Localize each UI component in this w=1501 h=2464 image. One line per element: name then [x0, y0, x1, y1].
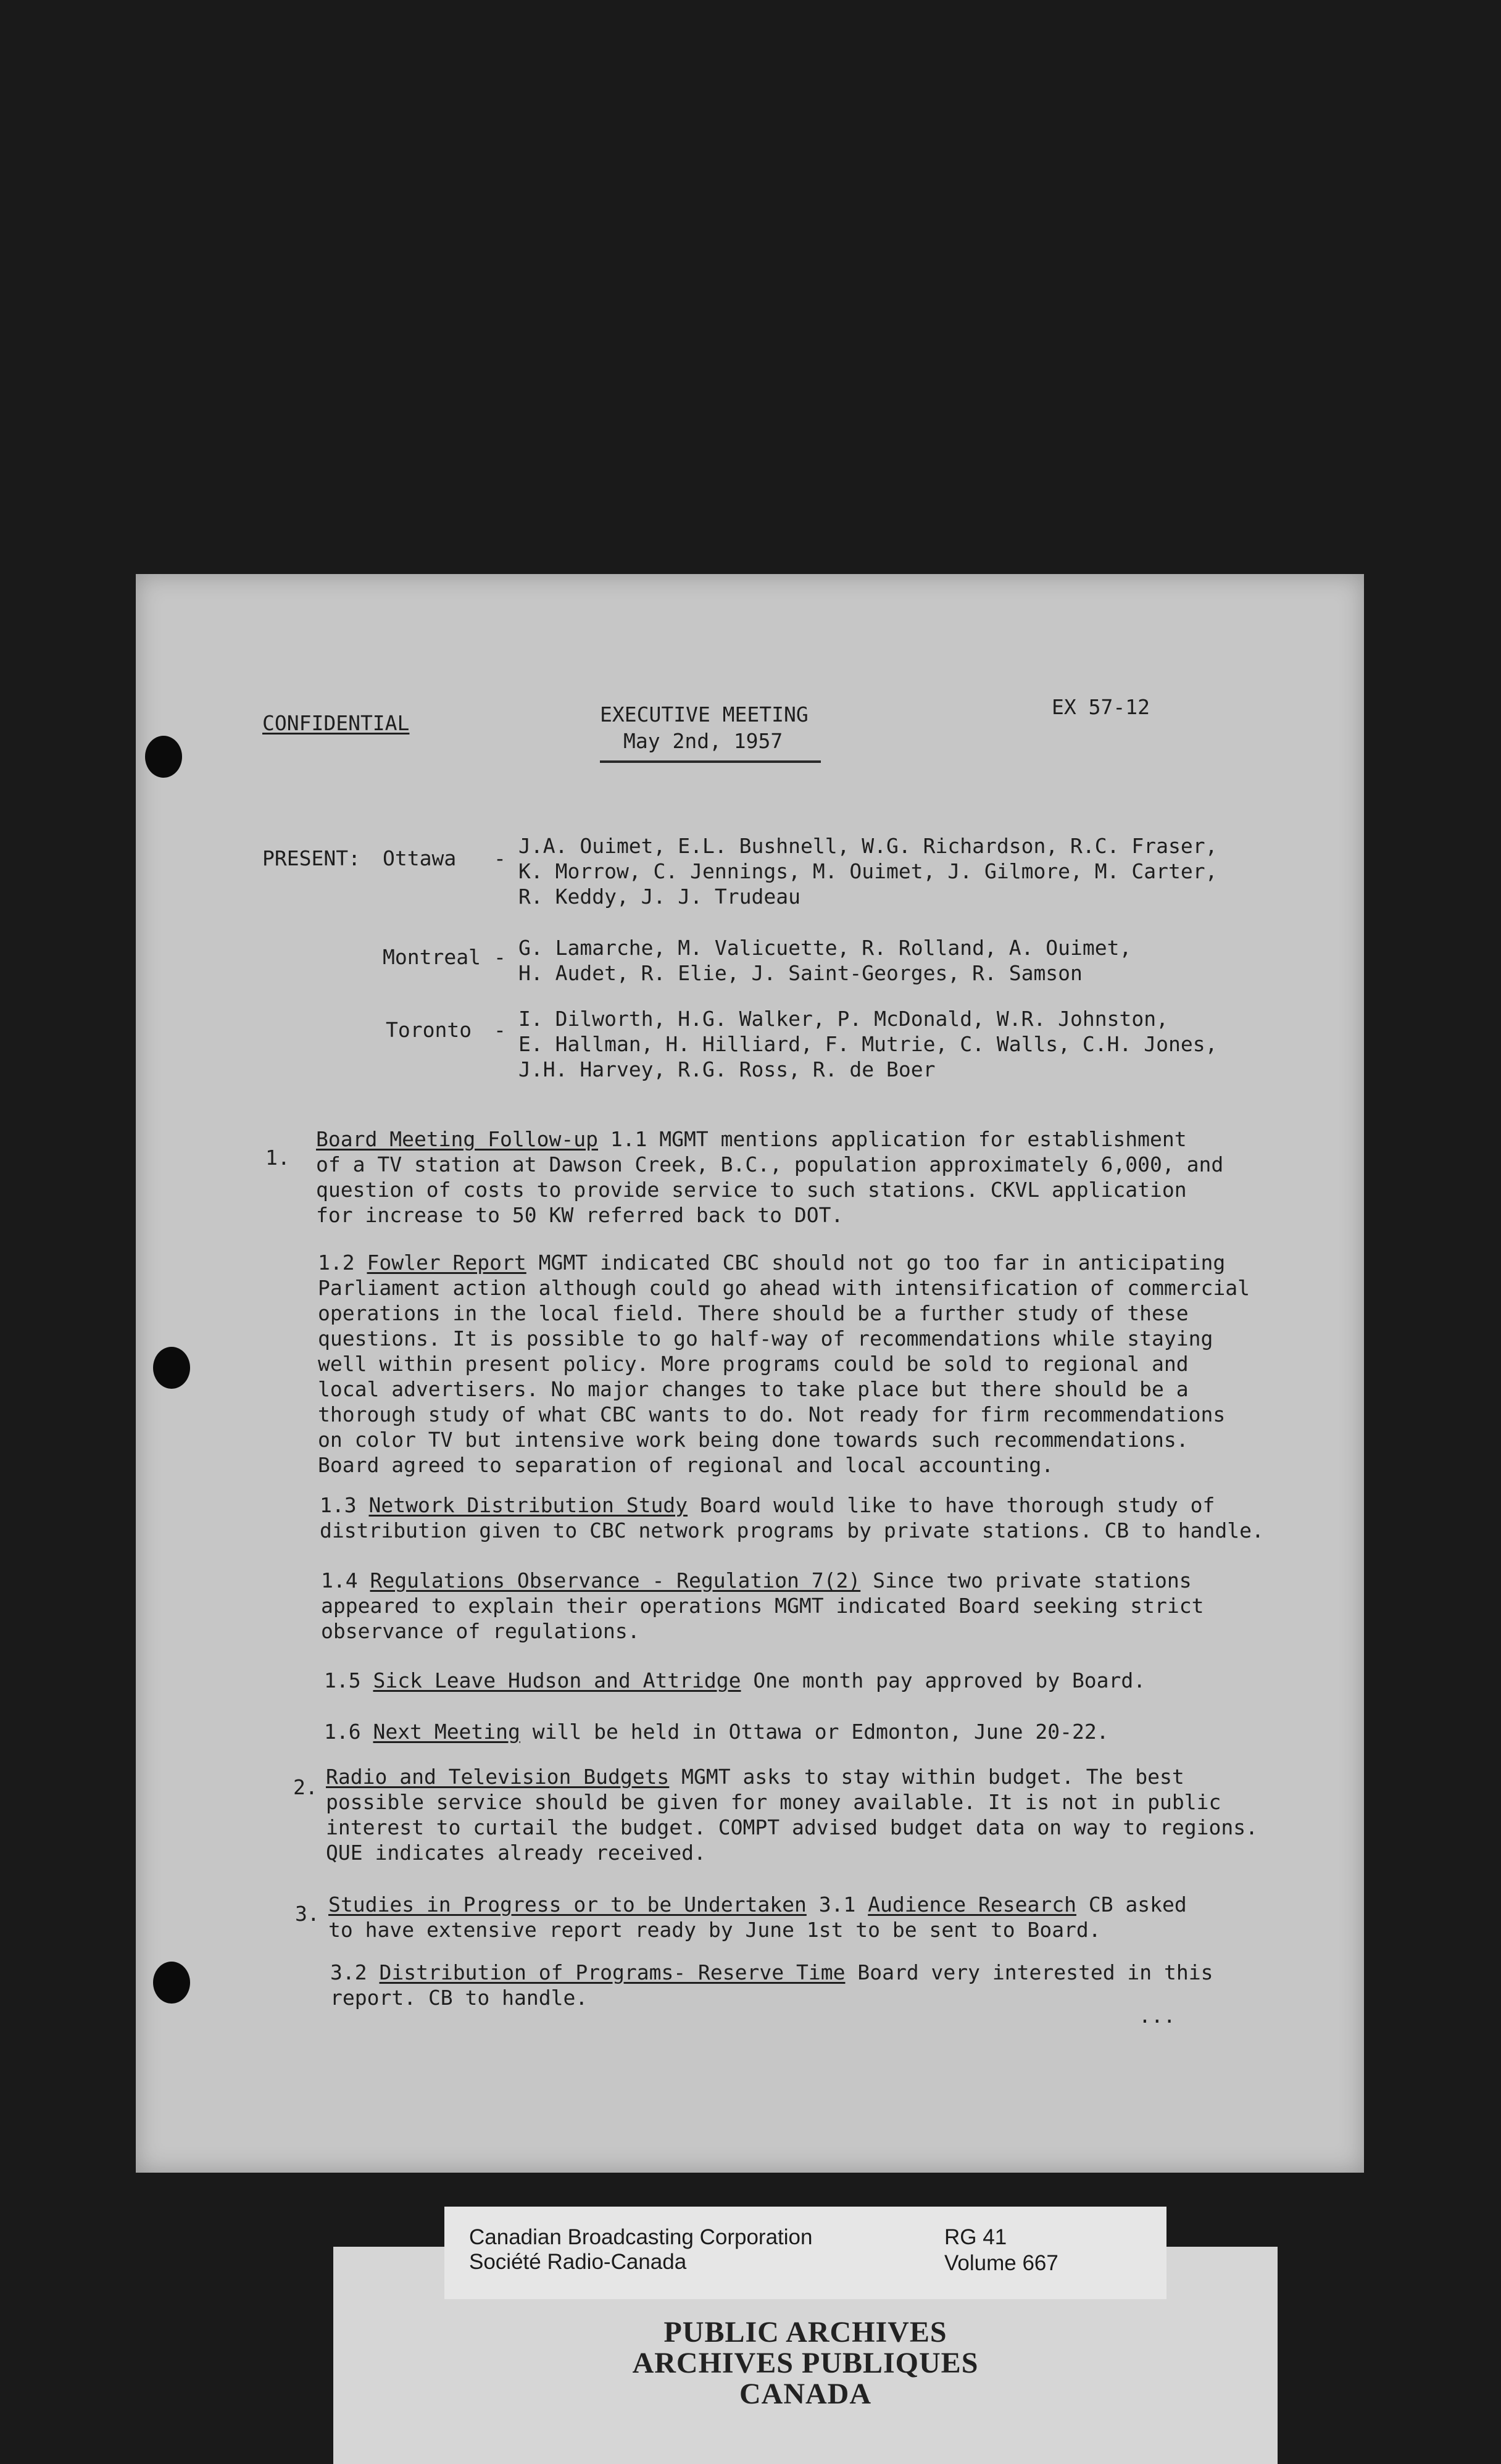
item-radio-television-budgets: Radio and Television Budgets MGMT asks to stay within budget. The best possible service should be given for money available. It is not in public interest to curtail the budget. COMPT advised budget data on way to regions. QUE indicates already received.	[326, 1765, 1258, 1865]
item-title: Board Meeting Follow-up	[316, 1127, 598, 1151]
archives-stamp-card	[333, 2296, 1278, 2464]
item-title: Radio and Television Budgets	[326, 1765, 670, 1789]
punch-hole	[145, 736, 182, 778]
item-number: 1.	[265, 1146, 290, 1170]
item-number: 3.	[295, 1902, 320, 1926]
meeting-title: EXECUTIVE MEETING	[600, 702, 809, 726]
item-subtitle: Audience Research	[868, 1892, 1076, 1917]
present-names-ottawa: J.A. Ouimet, E.L. Bushnell, W.G. Richardson, R.C. Fraser, K. Morrow, C. Jennings, M. Ouimet, J. Gilmore, M. Carter, R. Keddy, J. J. Trudeau	[518, 834, 1218, 909]
document-page	[136, 574, 1364, 2173]
item-title: Regulations Observance - Regulation 7(2)	[370, 1568, 861, 1592]
item-title: Next Meeting	[373, 1720, 520, 1744]
present-city-montreal: Montreal	[383, 945, 481, 969]
record-group: RG 41	[944, 2225, 1007, 2249]
card-tab	[1166, 2247, 1278, 2296]
item-regulations-observance: 1.4 Regulations Observance - Regulation 7(2) Since two private stations appeared to explain their operations MGMT indicated Board seeking strict observance of regulations.	[321, 1568, 1204, 1643]
item-title: Sick Leave Hudson and Attridge	[373, 1668, 741, 1692]
present-dash: -	[494, 945, 506, 969]
document-reference: EX 57-12	[1052, 695, 1150, 719]
item-title: Distribution of Programs- Reserve Time	[379, 1960, 846, 1984]
continuation-mark: ...	[1139, 2004, 1176, 2028]
present-city-toronto: Toronto	[386, 1018, 472, 1042]
stamp-line-canada: CANADA	[739, 2378, 871, 2410]
present-dash: -	[494, 846, 506, 870]
present-names-montreal: G. Lamarche, M. Valicuette, R. Rolland, A. Ouimet, H. Audet, R. Elie, J. Saint-Georges, R. Samson	[518, 936, 1132, 985]
present-city-ottawa: Ottawa	[383, 846, 457, 870]
item-title: Fowler Report	[367, 1251, 526, 1275]
classification-label: CONFIDENTIAL	[262, 711, 410, 735]
item-board-meeting-follow-up: Board Meeting Follow-up 1.1 MGMT mentions application for establishment of a TV station at Dawson Creek, B.C., population approximately 6,000, and question of costs to provide service to such stations. CKVL application for increase to 50 KW referred back to DOT.	[316, 1127, 1224, 1227]
punch-hole	[153, 1962, 190, 2004]
punch-hole	[153, 1347, 190, 1389]
card-tab	[333, 2247, 444, 2296]
item-network-distribution-study: 1.3 Network Distribution Study Board would like to have thorough study of distribution given to CBC network programs by private stations. CB to handle.	[320, 1493, 1264, 1542]
item-title: Studies in Progress or to be Undertaken	[328, 1892, 807, 1917]
item-number: 2.	[293, 1775, 318, 1799]
volume-number: Volume 667	[944, 2251, 1058, 2275]
item-fowler-report: 1.2 Fowler Report MGMT indicated CBC should not go too far in anticipating Parliament action although could go ahead with intensification of commercial operations in the local field. There should be a further study of these questions. It is possible to go half-way of recommendations while staying well within present policy. More programs could be sold to regional and local advertisers. No major changes to take place but there should be a thorough study of what CBC wants to do. Not ready for firm recommendations on color TV but intensive work being done towards such recommendations. Board agreed to separation of regional and local accounting.	[318, 1251, 1250, 1477]
organization-name-en: Canadian Broadcasting Corporation	[469, 2225, 813, 2249]
present-dash: -	[494, 1018, 506, 1042]
item-next-meeting: 1.6 Next Meeting will be held in Ottawa or Edmonton, June 20-22.	[324, 1720, 1109, 1744]
title-rule	[600, 760, 821, 763]
stamp-line-public-archives: PUBLIC ARCHIVES	[663, 2316, 947, 2349]
item-studies-in-progress: Studies in Progress or to be Undertaken 3.1 Audience Research CB asked to have extensive report ready by June 1st to be sent to Board.	[328, 1892, 1187, 1942]
item-title: Network Distribution Study	[368, 1493, 688, 1517]
item-distribution-of-programs: 3.2 Distribution of Programs- Reserve Time Board very interested in this report. CB to handle.	[330, 1960, 1213, 2010]
item-sick-leave: 1.5 Sick Leave Hudson and Attridge One month pay approved by Board.	[324, 1668, 1146, 1692]
present-names-toronto: I. Dilworth, H.G. Walker, P. McDonald, W.R. Johnston, E. Hallman, H. Hilliard, F. Mutrie, C. Walls, C.H. Jones, J.H. Harvey, R.G. Ross, R. de Boer	[518, 1007, 1218, 1081]
stamp-line-archives-publiques: ARCHIVES PUBLIQUES	[632, 2347, 979, 2379]
meeting-date: May 2nd, 1957	[623, 729, 783, 753]
organization-name-fr: Société Radio-Canada	[469, 2250, 687, 2274]
present-label: PRESENT:	[262, 846, 360, 870]
archive-reference-label	[444, 2207, 1166, 2299]
